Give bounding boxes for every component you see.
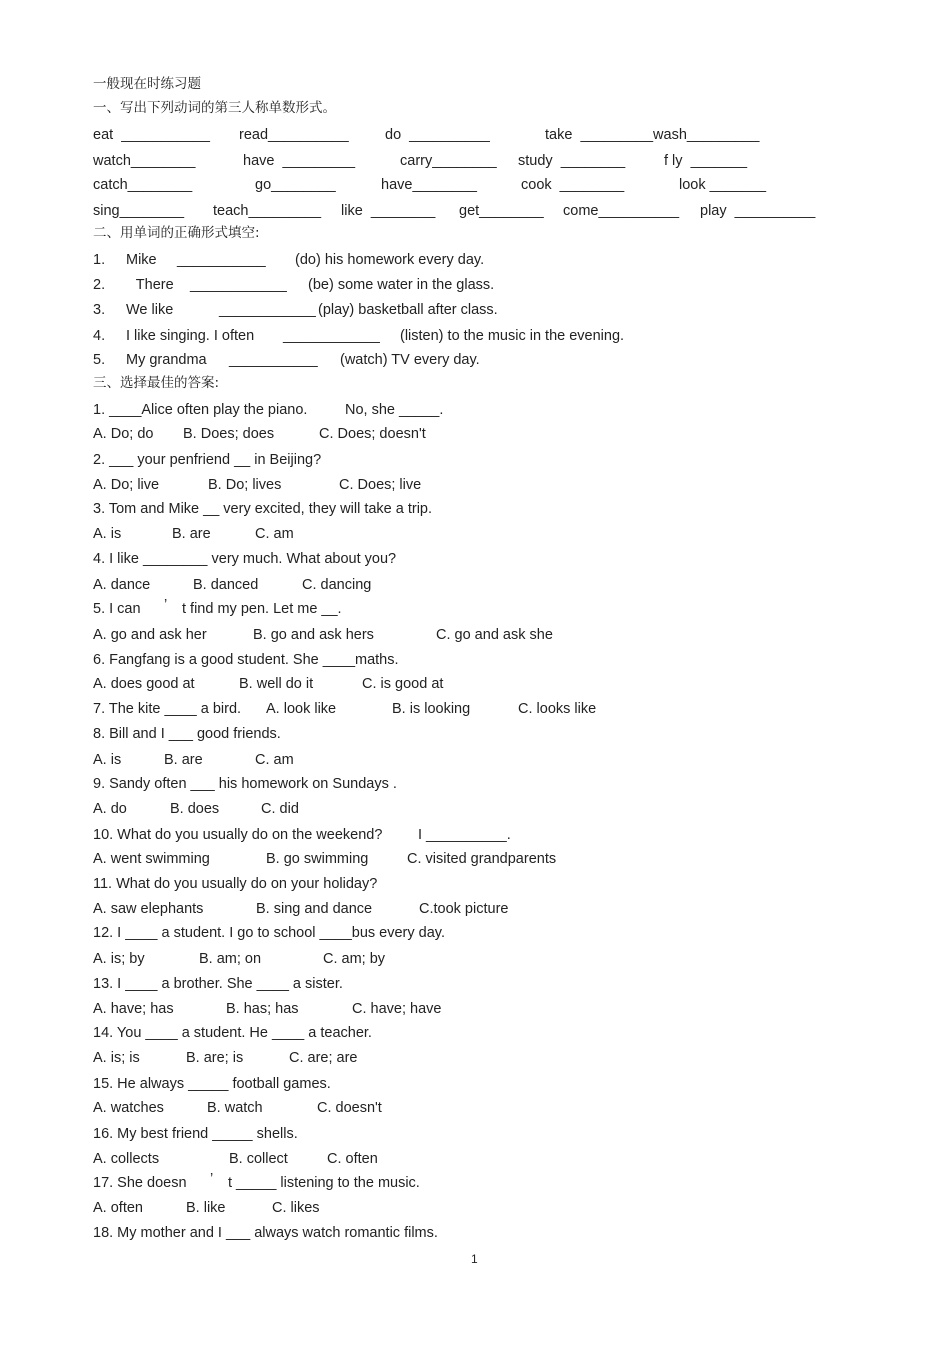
verb-blank: cook ________ <box>521 177 625 193</box>
question-text: 7. The kite ____ a bird. <box>93 701 242 717</box>
apostrophe-mark: ’ <box>210 1171 214 1187</box>
option-c: C. looks like <box>518 701 597 717</box>
page-number: 1 <box>471 1252 478 1266</box>
option-b: B. sing and dance <box>256 901 373 917</box>
option-a: A. go and ask her <box>93 627 207 643</box>
option-b: B. are <box>164 752 203 768</box>
option-b: B. are <box>172 526 211 542</box>
option-c: C.took picture <box>419 901 509 917</box>
verb-blank: study ________ <box>518 153 626 169</box>
question-text: 4. I like ________ very much. What about you? <box>93 551 397 567</box>
option-c: C. go and ask she <box>436 627 553 643</box>
option-a: A. is <box>93 526 122 542</box>
item-number: 1. <box>93 252 106 268</box>
verb-blank: carry________ <box>400 153 497 169</box>
option-c: C. often <box>327 1151 378 1167</box>
verb-blank: look _______ <box>679 177 767 193</box>
verb-blank: have _________ <box>243 153 356 169</box>
option-b: B. does <box>170 801 220 817</box>
verb-blank: do __________ <box>385 127 490 143</box>
option-b: B. are; is <box>186 1050 244 1066</box>
question-text: 3. Tom and Mike __ very excited, they will take a trip. <box>93 501 433 517</box>
item-rest: (be) some water in the glass. <box>308 277 495 293</box>
question-text: 6. Fangfang is a good student. She ____maths. <box>93 652 399 668</box>
item-rest: (play) basketball after class. <box>318 302 498 318</box>
option-b: B. like <box>186 1200 226 1216</box>
verb-blank: take _________wash_________ <box>545 127 760 143</box>
option-c: C. Does; doesn't <box>319 426 426 442</box>
option-c: C. is good at <box>362 676 444 692</box>
verb-blank: teach_________ <box>213 203 322 219</box>
option-b: B. Do; lives <box>208 477 282 493</box>
question-text-cont: t _____ listening to the music. <box>228 1175 420 1191</box>
item-number: 4. <box>93 328 106 344</box>
option-b: B. collect <box>229 1151 288 1167</box>
question-text: 9. Sandy often ___ his homework on Sundays . <box>93 776 397 792</box>
question-text: 16. My best friend _____ shells. <box>93 1126 298 1142</box>
option-a: A. dance <box>93 577 151 593</box>
option-c: C. did <box>261 801 299 817</box>
option-a: A. look like <box>266 701 337 717</box>
question-text-cont: t find my pen. Let me __. <box>182 601 342 617</box>
option-c: C. are; are <box>289 1050 358 1066</box>
question-text: 5. I can <box>93 601 141 617</box>
option-b: B. has; has <box>226 1001 299 1017</box>
option-b: B. is looking <box>392 701 471 717</box>
verb-blank: come__________ <box>563 203 680 219</box>
question-text: 10. What do you usually do on the weekend? <box>93 827 383 843</box>
item-subject: My grandma <box>126 352 207 368</box>
question-text: 1. ____Alice often play the piano. <box>93 402 308 418</box>
question-text: 12. I ____ a student. I go to school ____bus every day. <box>93 925 446 941</box>
option-c: C. doesn't <box>317 1100 382 1116</box>
question-text: 11. What do you usually do on your holiday? <box>93 876 378 892</box>
option-a: A. is; by <box>93 951 145 967</box>
option-c: C. visited grandparents <box>407 851 557 867</box>
option-a: A. have; has <box>93 1001 174 1017</box>
page-title: 一般现在时练习题 <box>93 76 201 92</box>
item-rest: (do) his homework every day. <box>295 252 485 268</box>
verb-blank: watch________ <box>93 153 196 169</box>
question-text: 17. She doesn <box>93 1175 187 1191</box>
option-a: A. often <box>93 1200 143 1216</box>
option-c: C. Does; live <box>339 477 422 493</box>
option-c: C. dancing <box>302 577 372 593</box>
option-a: A. went swimming <box>93 851 210 867</box>
verb-blank: sing________ <box>93 203 185 219</box>
verb-blank: catch________ <box>93 177 193 193</box>
option-b: B. well do it <box>239 676 314 692</box>
verb-blank: f ly _______ <box>664 153 748 169</box>
verb-blank: like ________ <box>341 203 436 219</box>
option-a: A. does good at <box>93 676 195 692</box>
item-rest: (watch) TV every day. <box>340 352 480 368</box>
option-a: A. saw elephants <box>93 901 204 917</box>
section2-heading: 二、用单词的正确形式填空: <box>93 225 260 241</box>
option-b: B. danced <box>193 577 259 593</box>
question-reply: No, she _____. <box>345 402 444 418</box>
question-text: 8. Bill and I ___ good friends. <box>93 726 281 742</box>
option-b: B. go and ask hers <box>253 627 374 643</box>
option-a: A. do <box>93 801 127 817</box>
option-a: A. is <box>93 752 122 768</box>
option-c: C. am <box>255 526 294 542</box>
option-c: C. am; by <box>323 951 386 967</box>
option-a: A. collects <box>93 1151 160 1167</box>
item-subject: There <box>132 277 174 293</box>
verb-blank: read__________ <box>239 127 349 143</box>
item-subject: We like <box>126 302 174 318</box>
option-b: B. am; on <box>199 951 262 967</box>
question-text: 13. I ____ a brother. She ____ a sister. <box>93 976 343 992</box>
option-c: C. am <box>255 752 294 768</box>
item-blank: ___________ <box>229 352 318 368</box>
item-rest: (listen) to the music in the evening. <box>400 328 625 344</box>
option-a: A. Do; do <box>93 426 154 442</box>
apostrophe-mark: ’ <box>164 597 168 613</box>
question-text: 14. You ____ a student. He ____ a teacher. <box>93 1025 372 1041</box>
item-blank: ____________ <box>283 328 380 344</box>
item-number: 2. <box>93 277 106 293</box>
verb-blank: go________ <box>255 177 336 193</box>
option-b: B. Does; does <box>183 426 275 442</box>
section1-heading: 一、写出下列动词的第三人称单数形式。 <box>93 100 336 116</box>
verb-blank: eat ___________ <box>93 127 210 143</box>
item-number: 3. <box>93 302 106 318</box>
verb-blank: get________ <box>459 203 544 219</box>
item-number: 5. <box>93 352 106 368</box>
option-a: A. Do; live <box>93 477 160 493</box>
question-text: 15. He always _____ football games. <box>93 1076 331 1092</box>
option-c: C. likes <box>272 1200 320 1216</box>
item-blank: ___________ <box>177 252 266 268</box>
question-text: 2. ___ your penfriend __ in Beijing? <box>93 452 322 468</box>
verb-blank: have________ <box>381 177 477 193</box>
option-b: B. go swimming <box>266 851 369 867</box>
item-blank: ____________ <box>219 302 316 318</box>
question-text: 18. My mother and I ___ always watch romantic films. <box>93 1225 438 1241</box>
option-c: C. have; have <box>352 1001 442 1017</box>
question-reply: I __________. <box>418 827 511 843</box>
option-a: A. watches <box>93 1100 164 1116</box>
item-blank: ____________ <box>190 277 287 293</box>
item-subject: I like singing. I often <box>126 328 255 344</box>
item-subject: Mike <box>126 252 157 268</box>
verb-blank: play __________ <box>700 203 816 219</box>
section3-heading: 三、选择最佳的答案: <box>93 375 220 391</box>
option-b: B. watch <box>207 1100 263 1116</box>
option-a: A. is; is <box>93 1050 140 1066</box>
